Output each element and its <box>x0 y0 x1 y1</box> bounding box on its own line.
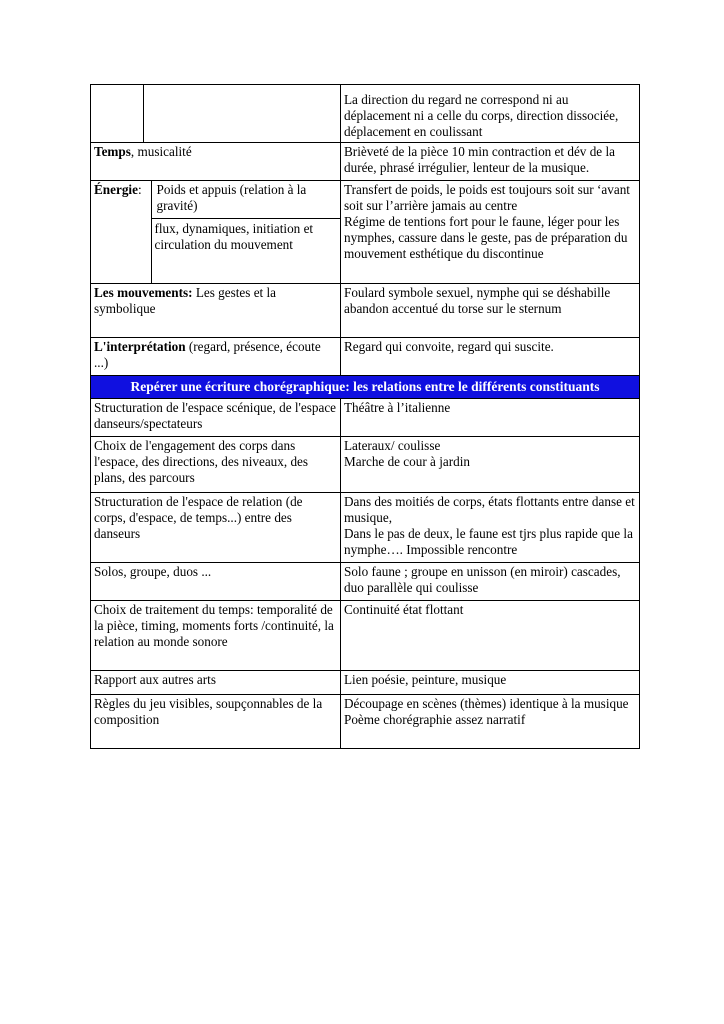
flux-label: flux, dynamiques, initiation et circulation du mouvement <box>154 221 314 252</box>
table-row <box>91 437 640 493</box>
energie-subtable <box>91 181 340 283</box>
row-value: Lateraux/ coulisse Marche de cour à jardin <box>341 437 640 493</box>
row-label: Structuration de l'espace de relation (de corps, d'espace, de temps...) entre des danseurs <box>91 493 341 563</box>
regard-cell: La direction du regard ne correspond ni au déplacement ni a celle du corps, direction dissociée, déplacement en coulissant <box>341 85 640 143</box>
row-value: Solo faune ; groupe en unisson (en miroir) cascades, duo parallèle qui coulisse <box>341 563 640 601</box>
empty-cell <box>144 85 341 143</box>
empty-cell <box>91 85 144 143</box>
temps-value: Brièveté de la pièce 10 min contraction et dév de la durée, phrasé irrégulier, lenteur de la musique. <box>341 143 640 181</box>
poids-label: Poids et appuis (relation à la gravité) <box>151 181 340 219</box>
row-label: Rapport aux autres arts <box>91 671 341 695</box>
table-row <box>91 695 640 749</box>
row-label: Choix de l'engagement des corps dans l'espace, des directions, des niveaux, des plans, des parcours <box>91 437 341 493</box>
analysis-table <box>90 84 640 749</box>
energie-value: Transfert de poids, le poids est toujours soit sur ‘avant soit sur l’arrière jamais au centre Régime de tentions fort pour le faune, léger pour les nymphes, cassure dans le geste, pas de préparation du mouvement esthétique du discontinue <box>341 181 640 284</box>
energie-label-cell <box>91 181 341 284</box>
table-row <box>91 338 640 376</box>
table-row <box>91 399 640 437</box>
row-value: Lien poésie, peinture, musique <box>341 671 640 695</box>
mouvements-value: Foulard symbole sexuel, nymphe qui se déshabille abandon accentué du torse sur le sternum <box>341 284 640 338</box>
table-row <box>91 143 640 181</box>
row-value: Continuité état flottant <box>341 601 640 671</box>
mouvements-label: Les mouvements: Les gestes et la symbolique <box>91 284 341 338</box>
row-value: Théâtre à l’italienne <box>341 399 640 437</box>
table-row <box>91 563 640 601</box>
table-row <box>91 671 640 695</box>
row-label: Règles du jeu visibles, soupçonnables de la composition <box>91 695 341 749</box>
table-row <box>91 284 640 338</box>
table-row <box>91 181 640 284</box>
section-banner-row <box>91 376 640 399</box>
row-label: Solos, groupe, duos ... <box>91 563 341 601</box>
temps-label: Temps, musicalité <box>91 143 341 181</box>
row-label: Structuration de l'espace scénique, de l'espace danseurs/spectateurs <box>91 399 341 437</box>
energie-label: Énergie: <box>91 181 151 283</box>
table-row <box>91 85 640 143</box>
interpretation-value: Regard qui convoite, regard qui suscite. <box>341 338 640 376</box>
table-row <box>91 493 640 563</box>
interpretation-label: L'interprétation (regard, présence, écoute ...) <box>91 338 341 376</box>
table-row <box>91 601 640 671</box>
row-value: Dans des moitiés de corps, états flottants entre danse et musique, Dans le pas de deux, le faune est tjrs plus rapide que la nymphe…. Impossible rencontre <box>341 493 640 563</box>
section-banner: Repérer une écriture chorégraphique: les relations entre le différents constituants <box>91 376 640 399</box>
row-value: Découpage en scènes (thèmes) identique à la musique Poème chorégraphie assez narratif <box>341 695 640 749</box>
row-label: Choix de traitement du temps: temporalité de la pièce, timing, moments forts /continuité, la relation au monde sonore <box>91 601 341 671</box>
